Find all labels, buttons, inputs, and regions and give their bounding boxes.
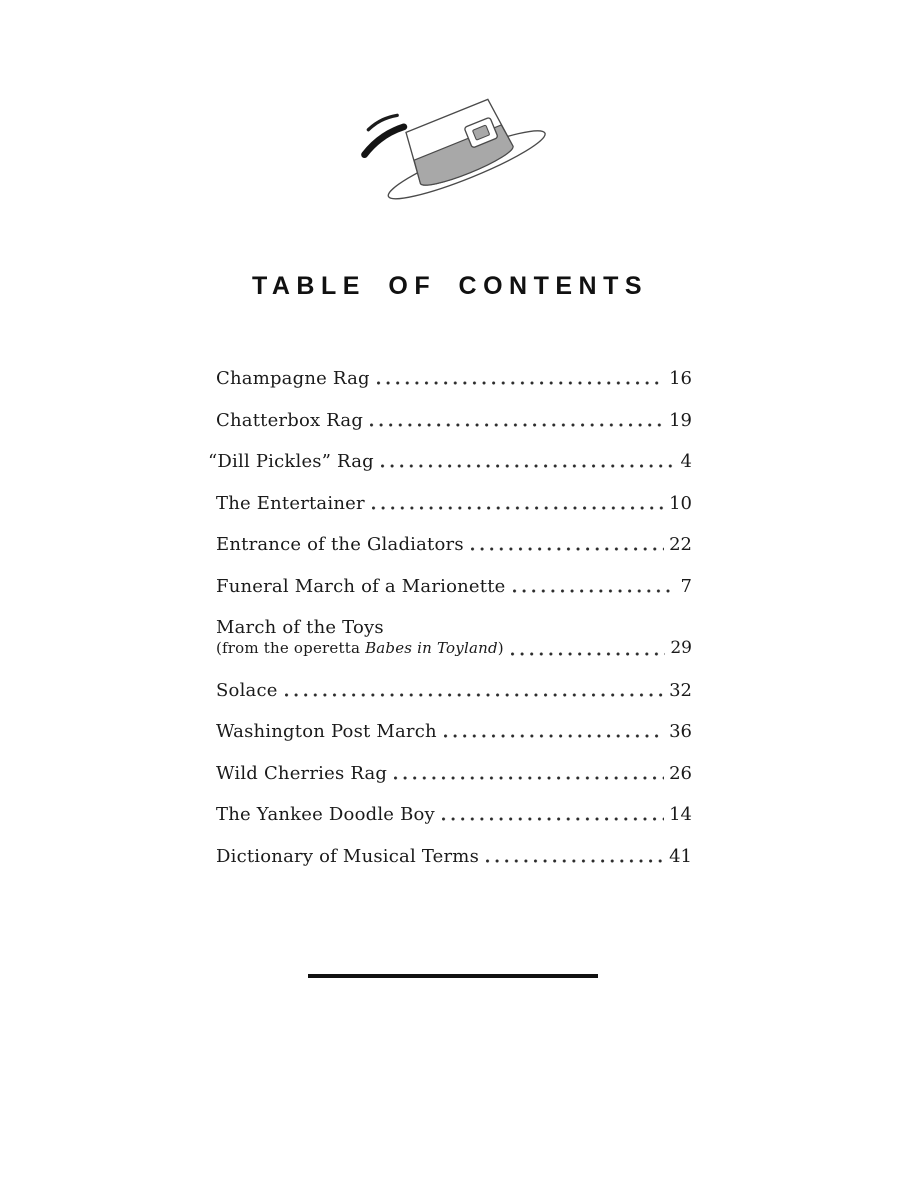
- toc-entry: [216, 368, 692, 389]
- dot-leader: [486, 859, 664, 863]
- dot-leader: [381, 464, 676, 468]
- toc-entry-main-line: [216, 368, 692, 389]
- toc-entry: [216, 763, 692, 784]
- entry-page-number: 4: [680, 451, 692, 472]
- toc-entry-main-line: [216, 763, 692, 784]
- entry-page-number: 41: [669, 845, 692, 867]
- toc-entry: [208, 451, 692, 472]
- entry-title: Champagne Rag: [216, 368, 370, 389]
- dot-leader: [394, 776, 664, 780]
- dot-leader: [471, 547, 664, 551]
- entry-page-number: 10: [669, 492, 692, 514]
- toc-entry: [216, 846, 692, 867]
- toc-entry-main-line: [216, 680, 692, 701]
- entry-title: Wild Cherries Rag: [216, 762, 388, 784]
- entry-subtitle: [216, 638, 504, 659]
- entry-page-number: 14: [669, 804, 692, 825]
- entry-page-number: 19: [669, 409, 692, 431]
- hat-illustration: [330, 75, 589, 219]
- entry-page-number: 29: [670, 638, 692, 658]
- dot-leader: [442, 817, 664, 821]
- toc-entry-main-line: [216, 617, 692, 638]
- toc-entry-main-line: [216, 410, 692, 431]
- entry-subtitle-prefix: (from the operetta: [216, 639, 366, 657]
- toc-list: [208, 368, 692, 887]
- entry-title: “Dill Pickles” Rag: [208, 451, 374, 472]
- entry-page-number: 7: [680, 575, 692, 597]
- entry-title: Dictionary of Musical Terms: [216, 845, 480, 867]
- toc-entry-main-line: [216, 846, 692, 867]
- dot-leader: [377, 381, 664, 385]
- toc-entry: [216, 410, 692, 431]
- dot-leader: [513, 589, 676, 593]
- footer-rule: [308, 974, 598, 978]
- entry-title: Washington Post March: [216, 721, 437, 742]
- entry-page-number: 22: [669, 534, 692, 555]
- toc-entry: [216, 617, 692, 659]
- toc-entry: [216, 721, 692, 742]
- toc-entry: [216, 680, 692, 701]
- entry-page-number: 16: [669, 368, 692, 389]
- toc-entry-main-line: [216, 721, 692, 742]
- entry-title: The Entertainer: [216, 492, 365, 514]
- toc-entry: [216, 534, 692, 555]
- toc-entry-main-line: [216, 576, 692, 597]
- entry-subtitle-italic: Babes in Toyland: [365, 639, 498, 657]
- motion-lines-icon: [365, 115, 404, 154]
- entry-page-number: 32: [669, 679, 692, 701]
- toc-entry-main-line: [216, 493, 692, 514]
- entry-title: March of the Toys: [216, 617, 384, 638]
- dot-leader: [372, 506, 664, 510]
- dot-leader: [511, 652, 666, 656]
- entry-page-number: 36: [669, 721, 692, 742]
- entry-page-number: 26: [669, 762, 692, 784]
- entry-title: Chatterbox Rag: [216, 409, 364, 431]
- toc-entry: [216, 804, 692, 825]
- dot-leader: [444, 734, 664, 738]
- dot-leader: [285, 693, 665, 697]
- entry-title: Solace: [216, 679, 278, 701]
- page-title: TABLE OF CONTENTS: [251, 272, 649, 300]
- dot-leader: [370, 423, 664, 427]
- toc-entry-main-line: [216, 804, 692, 825]
- entry-subtitle-suffix: ): [497, 639, 504, 657]
- toc-entry: [216, 493, 692, 514]
- toc-entry-main-line: [216, 534, 692, 555]
- boater-hat-icon: [330, 75, 589, 219]
- entry-title: The Yankee Doodle Boy: [216, 804, 435, 825]
- entry-title: Funeral March of a Marionette: [216, 575, 506, 597]
- entry-title: Entrance of the Gladiators: [216, 534, 464, 555]
- toc-entry: [216, 576, 692, 597]
- toc-entry-main-line: [208, 451, 692, 472]
- toc-entry-subtitle-line: [216, 638, 692, 659]
